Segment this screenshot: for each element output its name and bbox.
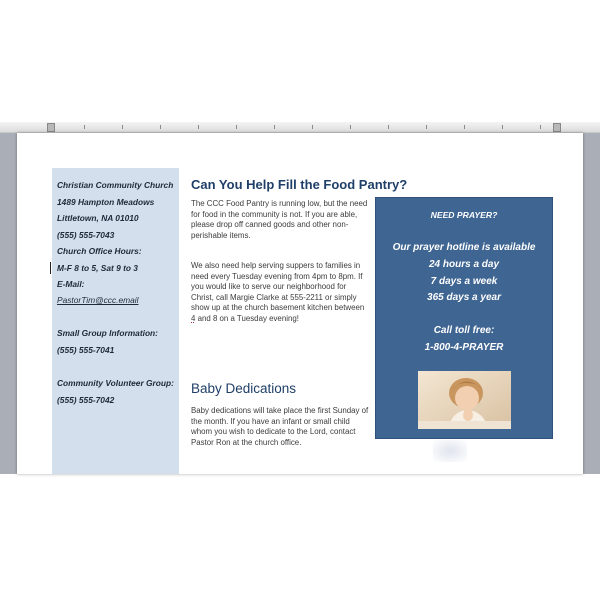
right-indent-marker[interactable]	[553, 123, 561, 132]
food-pantry-paragraph-2-part-a: We also need help serving suppers to families in need every Tuesday evening from 4pm to 8pm. If you would like to serve our neighborhood for Christ, call Margie Clarke at 555-2211 or simply show up at the church basement kitchen between	[191, 261, 365, 313]
spelling-flagged-word: 4	[191, 313, 196, 323]
food-pantry-paragraph-2	[191, 261, 369, 325]
ruler-tick	[160, 125, 161, 129]
prayer-line-1: Our prayer hotline is available	[392, 242, 536, 253]
church-phone: (555) 555-7043	[57, 230, 115, 240]
church-city: Littletown, NA 01010	[57, 213, 139, 223]
prayer-line-4: 365 days a year	[427, 292, 501, 303]
prayer-line-5: Call toll free:	[433, 325, 495, 336]
church-name: Christian Community Church	[57, 180, 174, 190]
text-cursor	[50, 262, 51, 274]
ruler-tick	[198, 125, 199, 129]
small-group-phone: (555) 555-7041	[57, 345, 115, 355]
ruler-tick	[236, 125, 237, 129]
church-street: 1489 Hampton Meadows	[57, 197, 155, 207]
ruler-tick	[312, 125, 313, 129]
ruler-tick	[84, 125, 85, 129]
ruler-tick	[502, 125, 503, 129]
volunteer-phone: (555) 555-7042	[57, 395, 115, 405]
food-pantry-heading: Can You Help Fill the Food Pantry?	[191, 177, 408, 192]
prayer-line-2: 24 hours a day	[428, 259, 500, 270]
ruler-tick	[464, 125, 465, 129]
small-group-label: Small Group Information:	[57, 328, 158, 338]
ruler-tick	[388, 125, 389, 129]
praying-child-photo	[418, 371, 511, 429]
ruler-tick	[274, 125, 275, 129]
baby-dedications-heading: Baby Dedications	[191, 381, 297, 396]
baby-dedications-paragraph: Baby dedications will take place the first Sunday of the month. If you have an infant or small child whom you wish to dedicate to the Lord, contact Pastor Ron at the church office.	[191, 406, 369, 447]
prayer-phone: 1-800-4-PRAYER	[424, 342, 504, 353]
prayer-line-3: 7 days a week	[430, 276, 498, 287]
food-pantry-paragraph-1: The CCC Food Pantry is running low, but the need for food in the community is not. If you are able, please drop off canned goods and other non-perishable items.	[191, 199, 368, 240]
ruler-tick	[350, 125, 351, 129]
ruler-tick	[122, 125, 123, 129]
prayer-title: NEED PRAYER?	[430, 210, 498, 220]
email-link[interactable]: PastorTim@ccc.email	[57, 295, 139, 305]
ruler-tick	[426, 125, 427, 129]
left-indent-marker[interactable]	[47, 123, 55, 132]
photo-reflection	[433, 440, 467, 462]
email-label: E-Mail:	[57, 279, 85, 289]
volunteer-label: Community Volunteer Group:	[57, 378, 174, 388]
food-pantry-paragraph-2-part-c: and 8 on a Tuesday evening!	[195, 313, 299, 323]
office-hours-label: Church Office Hours:	[57, 246, 142, 256]
ruler-tick	[540, 125, 541, 129]
office-hours: M-F 8 to 5, Sat 9 to 3	[57, 263, 138, 273]
horizontal-ruler[interactable]	[0, 122, 600, 133]
